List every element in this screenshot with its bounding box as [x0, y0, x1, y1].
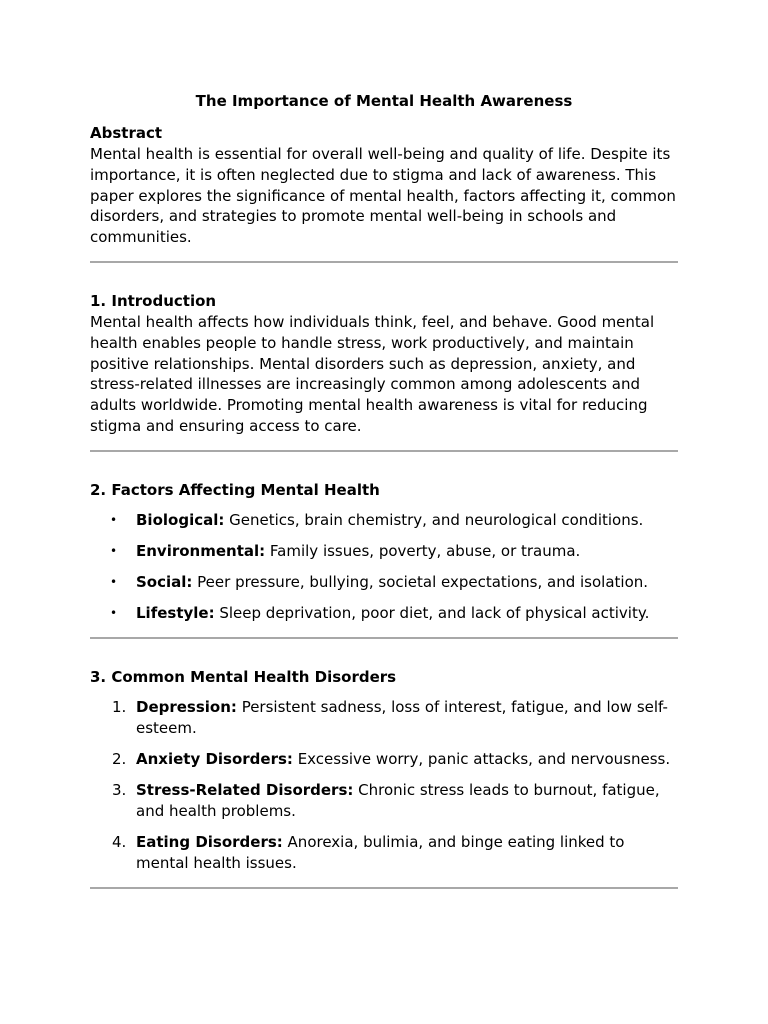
- disorders-list: [90, 697, 678, 874]
- disorder-description: Excessive worry, panic attacks, and nervousness.: [292, 750, 671, 769]
- factor-term: Environmental:: [136, 541, 266, 560]
- factor-term: Lifestyle:: [136, 604, 215, 623]
- list-item: [90, 697, 678, 739]
- document-title: The Importance of Mental Health Awareness: [195, 92, 573, 110]
- list-item: [90, 780, 678, 822]
- disorder-term: Eating Disorders:: [136, 833, 283, 852]
- list-item: [90, 603, 678, 624]
- factor-description: Sleep deprivation, poor diet, and lack of physical activity.: [214, 604, 650, 623]
- introduction-heading: 1. Introduction: [90, 291, 217, 310]
- factor-term: Biological:: [136, 510, 225, 529]
- list-number: 2.: [112, 750, 127, 769]
- bullet-icon: •: [110, 543, 118, 558]
- bullet-icon: •: [110, 512, 118, 527]
- section-divider: [90, 887, 678, 889]
- factors-list: [90, 510, 678, 624]
- list-number: 4.: [112, 833, 127, 852]
- factor-description: Peer pressure, bullying, societal expectations, and isolation.: [192, 573, 649, 592]
- disorder-term: Depression:: [136, 698, 237, 717]
- section-divider: [90, 637, 678, 639]
- bullet-icon: •: [110, 575, 118, 590]
- disorder-term: Anxiety Disorders:: [136, 750, 293, 769]
- disorder-description: Chronic stress leads to burnout, fatigue, and health problems.: [136, 781, 660, 821]
- disorder-description: Persistent sadness, loss of interest, fatigue, and low self-esteem.: [136, 698, 668, 737]
- abstract-heading: Abstract: [90, 124, 163, 142]
- list-item: [90, 572, 678, 593]
- list-item: [90, 832, 678, 874]
- list-item: [90, 749, 678, 770]
- factors-heading: 2. Factors Affecting Mental Health: [90, 480, 380, 499]
- list-number: 3.: [112, 781, 127, 800]
- factor-description: Genetics, brain chemistry, and neurological conditions.: [224, 510, 644, 529]
- disorder-description: Anorexia, bulimia, and binge eating linked to mental health issues.: [136, 833, 625, 873]
- bullet-icon: •: [110, 606, 118, 621]
- disorder-term: Stress-Related Disorders:: [136, 781, 354, 800]
- factor-term: Social:: [136, 573, 193, 592]
- list-item: [90, 510, 678, 531]
- abstract-text: Mental health is essential for overall well-being and quality of life. Despite its importance, it is often neglected due to stigma and lack of awareness. This paper explores the significance of mental health, factors affecting it, common disorders, and strategies to promote mental well-being in schools and communities.: [90, 145, 676, 247]
- list-number: 1.: [112, 698, 127, 717]
- section-divider: [90, 261, 678, 263]
- introduction-text: Mental health affects how individuals think, feel, and behave. Good mental health enables people to handle stress, work productively, and maintain positive relationships. Mental disorders such as depression, anxiety, and stress-related illnesses are increasingly common among adolescents and adults worldwide. Promoting mental health awareness is vital for reducing stigma and ensuring access to care.: [90, 312, 655, 435]
- section-divider: [90, 450, 678, 452]
- document-page: [90, 90, 678, 889]
- list-item: [90, 541, 678, 562]
- factor-description: Family issues, poverty, abuse, or trauma.: [265, 541, 581, 560]
- disorders-heading: 3. Common Mental Health Disorders: [90, 668, 397, 687]
